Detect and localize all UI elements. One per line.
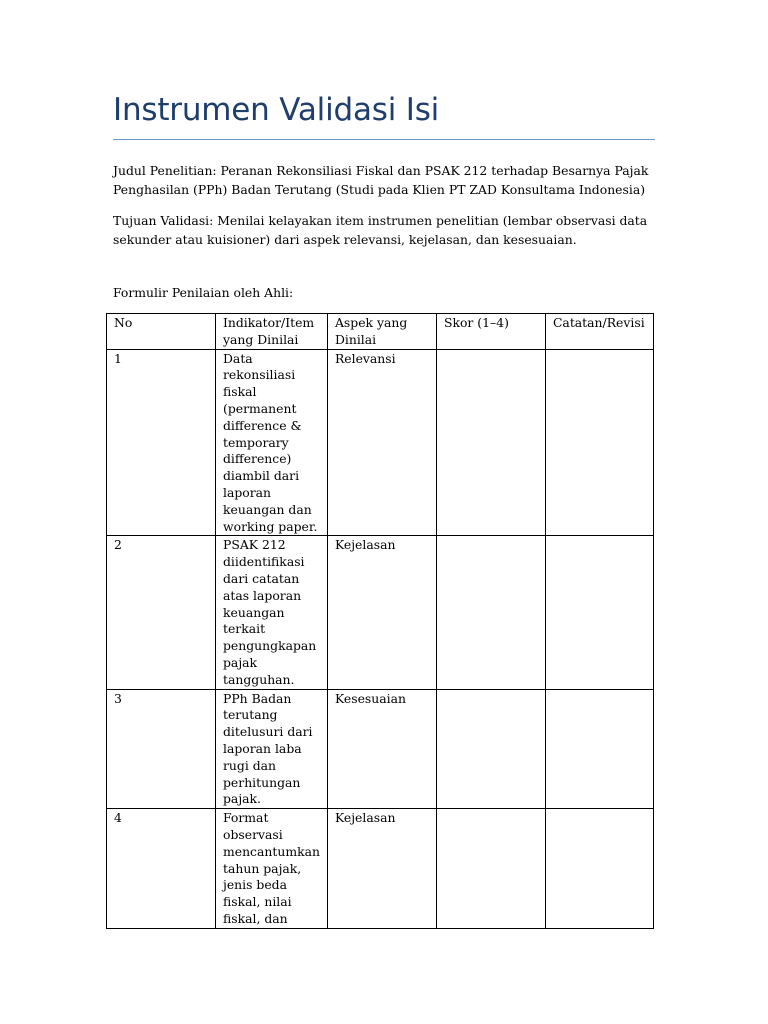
header-aspek: Aspek yang Dinilai — [327, 314, 436, 350]
row-catatan-cell[interactable] — [545, 809, 653, 929]
header-indikator: Indikator/Item yang Dinilai — [216, 314, 328, 350]
header-catatan: Catatan/Revisi — [545, 314, 653, 350]
row-aspek: Kejelasan — [327, 809, 436, 929]
row-aspek: Kejelasan — [327, 536, 436, 689]
row-indikator: Format observasi mencantumkan tahun pajak, jenis beda fiskal, nilai fiskal, dan — [216, 809, 328, 929]
row-skor-cell[interactable] — [436, 689, 545, 809]
row-skor-cell[interactable] — [436, 349, 545, 536]
header-skor: Skor (1–4) — [436, 314, 545, 350]
table-row — [107, 689, 654, 809]
validation-table — [106, 313, 654, 929]
table-header-row — [107, 314, 654, 350]
row-catatan-cell[interactable] — [545, 349, 653, 536]
row-aspek: Relevansi — [327, 349, 436, 536]
row-skor-cell[interactable] — [436, 809, 545, 929]
expert-form-label: Formulir Penilaian oleh Ahli: — [113, 285, 294, 300]
validation-purpose-paragraph: Tujuan Validasi: Menilai kelayakan item instrumen penelitian (lembar observasi data sekunder atau kuisioner) dari aspek relevansi, kejelasan, dan kesesuaian. — [113, 213, 648, 247]
table-row — [107, 809, 654, 929]
row-aspek: Kesesuaian — [327, 689, 436, 809]
row-indikator: PPh Badan terutang ditelusuri dari laporan laba rugi dan perhitungan pajak. — [216, 689, 328, 809]
row-no: 4 — [107, 809, 216, 929]
row-catatan-cell[interactable] — [545, 689, 653, 809]
table-row — [107, 349, 654, 536]
research-title-paragraph: Judul Penelitian: Peranan Rekonsiliasi Fiskal dan PSAK 212 terhadap Besarnya Pajak Penghasilan (PPh) Badan Terutang (Studi pada Klien PT ZAD Konsultama Indonesia) — [113, 163, 649, 197]
document-title: Instrumen Validasi Isi — [113, 92, 440, 128]
row-indikator: PSAK 212 diidentifikasi dari catatan atas laporan keuangan terkait pengungkapan pajak tangguhan. — [216, 536, 328, 689]
header-no: No — [107, 314, 216, 350]
row-skor-cell[interactable] — [436, 536, 545, 689]
title-underline — [113, 139, 655, 140]
row-indikator: Data rekonsiliasi fiskal (permanent difference & temporary difference) diambil dari laporan keuangan dan working paper. — [216, 349, 328, 536]
table-row — [107, 536, 654, 689]
row-no: 3 — [107, 689, 216, 809]
row-no: 2 — [107, 536, 216, 689]
row-no: 1 — [107, 349, 216, 536]
row-catatan-cell[interactable] — [545, 536, 653, 689]
